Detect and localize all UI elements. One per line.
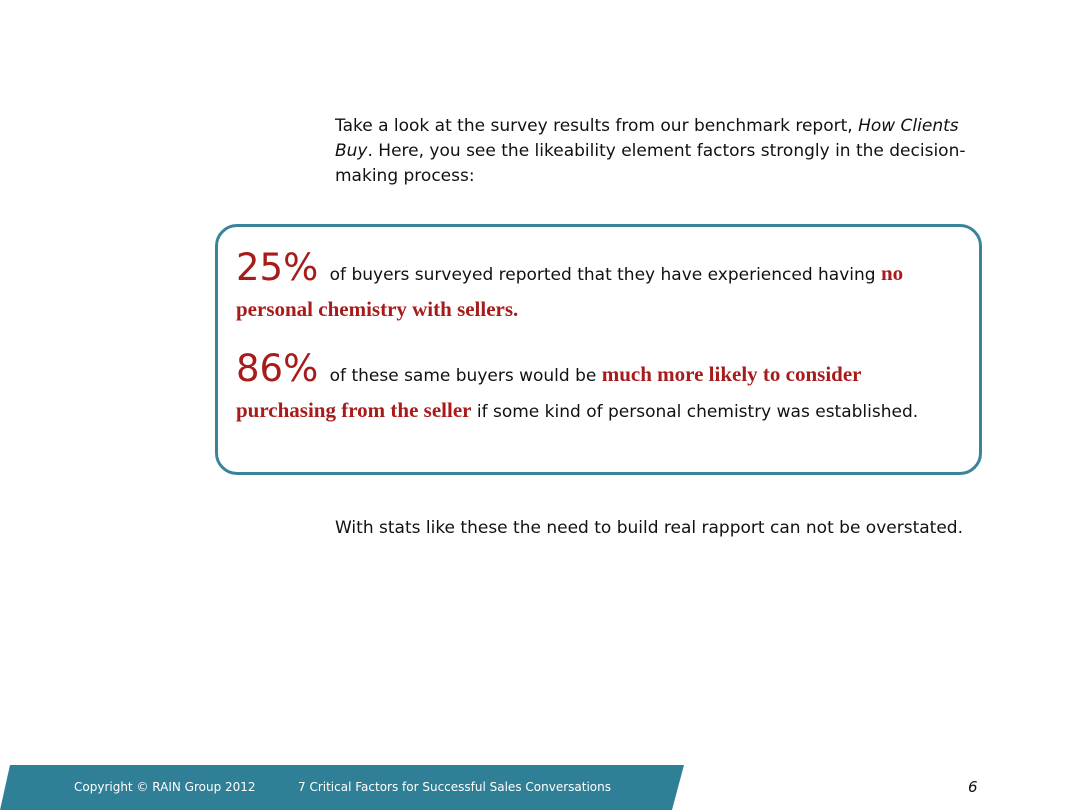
stat-percent: 86% xyxy=(236,347,319,390)
stat-highlight: much more likely to consider purchasing from the seller xyxy=(236,362,862,422)
footer-copyright: Copyright © RAIN Group 2012 xyxy=(74,780,256,794)
stat-text-after: if some kind of personal chemistry was established. xyxy=(471,402,919,422)
stat-item xyxy=(236,347,963,429)
intro-text-before: Take a look at the survey results from our benchmark report, xyxy=(335,116,859,136)
intro-paragraph xyxy=(335,114,975,189)
stat-text: of buyers surveyed reported that they have experienced having xyxy=(329,265,881,285)
outro-paragraph: With stats like these the need to build real rapport can not be overstated. xyxy=(335,518,963,538)
stat-text: of these same buyers would be xyxy=(329,366,602,386)
page-number: 6 xyxy=(968,778,978,796)
report-title: How Clients Buy xyxy=(335,116,959,161)
footer-title: 7 Critical Factors for Successful Sales Conversations xyxy=(298,780,611,794)
stat-highlight: no personal chemistry with sellers. xyxy=(236,261,904,321)
stat-item xyxy=(236,246,963,328)
stats-callout-box xyxy=(215,224,982,475)
stat-percent: 25% xyxy=(236,246,319,289)
intro-text-after: . Here, you see the likeability element factors strongly in the decision-making process: xyxy=(335,141,966,186)
